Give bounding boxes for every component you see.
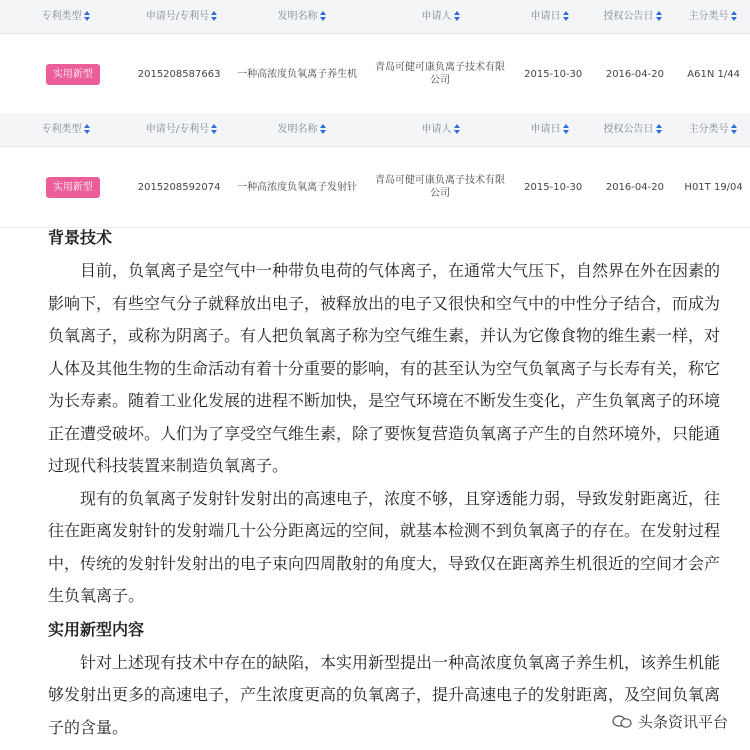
header-app-date[interactable]: 申请日 bbox=[510, 123, 590, 136]
cell-app-no[interactable]: 2015208592074 bbox=[137, 181, 221, 193]
cell-applicant: 青岛可健可康负离子技术有限公司 bbox=[374, 175, 505, 199]
patent-document-body bbox=[48, 221, 728, 744]
sort-arrows-icon[interactable] bbox=[84, 124, 91, 134]
sort-arrows-icon[interactable] bbox=[211, 11, 218, 21]
sort-arrows-icon[interactable] bbox=[320, 124, 327, 134]
watermark-text: 头条资讯平台 bbox=[637, 713, 728, 731]
section-heading-background: 背景技术 bbox=[48, 228, 113, 247]
sort-arrows-icon[interactable] bbox=[211, 124, 218, 134]
sort-arrows-icon[interactable] bbox=[84, 11, 91, 21]
sort-arrows-icon[interactable] bbox=[656, 11, 663, 21]
sort-arrows-icon[interactable] bbox=[563, 11, 570, 21]
table-row[interactable] bbox=[0, 147, 750, 228]
header-type[interactable]: 专利类型 bbox=[0, 10, 132, 23]
sort-arrows-icon[interactable] bbox=[656, 124, 663, 134]
cell-grant-date: 2016-04-20 bbox=[605, 68, 664, 80]
section-heading-content: 实用新型内容 bbox=[48, 619, 145, 639]
table-header bbox=[0, 0, 750, 34]
header-applicant[interactable]: 申请人 bbox=[372, 10, 510, 23]
sort-arrows-icon[interactable] bbox=[731, 11, 738, 21]
sort-arrows-icon[interactable] bbox=[454, 124, 461, 134]
cell-type bbox=[0, 177, 130, 198]
header-type[interactable]: 专利类型 bbox=[0, 123, 132, 136]
header-class-no[interactable]: 主分类号 bbox=[676, 123, 750, 136]
sort-arrows-icon[interactable] bbox=[320, 11, 327, 21]
patent-table-1 bbox=[0, 0, 750, 115]
paragraph: 现有的负氧离子发射针发射出的高速电子，浓度不够，且穿透能力弱，导致发射距离近，往往在距离发射针的发射端几十公分距离远的空间，就基本检测不到负氧离子的存在。在发射过程中，传统的发射针发射出的电子束向四周散射的角度大，导致仅在距离养生机很近的空间才会产生负氧离子。 bbox=[48, 488, 721, 605]
header-grant-date[interactable]: 授权公告日 bbox=[590, 123, 676, 136]
table-header bbox=[0, 113, 750, 147]
header-title[interactable]: 发明名称 bbox=[232, 123, 372, 136]
paragraph: 目前，负氧离子是空气中一种带负电荷的气体离子，在通常大气压下，自然界在外在因素的影响下，有些空气分子就释放出电子，被释放出的电子又很快和空气中的中性分子结合，而成为负氧离子，或称为阴离子。有人把负氧离子称为空气维生素，并认为它像食物的维生素一样，对人体及其他生物的生命活动有着十分重要的影响，有的甚至认为空气负氧离子与长寿有关，称它为长寿素。随着工业化发展的进程不断加快，是空气环境在不断发生变化，产生负氧离子的环境正在遭受破坏。人们为了享受空气维生素，除了要恢复营造负氧离子产生的自然环境外，只能通过现代科技装置来制造负氧离子。 bbox=[48, 261, 721, 475]
sort-arrows-icon[interactable] bbox=[563, 124, 570, 134]
cell-title[interactable]: 一种高浓度负氧离子养生机 bbox=[237, 68, 358, 80]
sort-arrows-icon[interactable] bbox=[454, 11, 461, 21]
header-class-no[interactable]: 主分类号 bbox=[676, 10, 750, 23]
source-watermark bbox=[608, 709, 732, 734]
patent-type-badge[interactable]: 实用新型 bbox=[46, 177, 100, 198]
cell-class-no: A61N 1/44 bbox=[687, 68, 740, 80]
cell-app-no[interactable]: 2015208587663 bbox=[137, 68, 221, 80]
cell-title[interactable]: 一种高浓度负氧离子发射针 bbox=[237, 181, 358, 193]
table-row[interactable] bbox=[0, 34, 750, 115]
header-grant-date[interactable]: 授权公告日 bbox=[590, 10, 676, 23]
header-app-no[interactable]: 申请号/专利号 bbox=[132, 123, 232, 136]
cell-applicant: 青岛可健可康负离子技术有限公司 bbox=[374, 62, 505, 86]
header-app-date[interactable]: 申请日 bbox=[510, 10, 590, 23]
paragraph: 针对上述现有技术中存在的缺陷，本实用新型提出一种高浓度负氧离子养生机，该养生机能够发射出更多的高速电子，产生浓度更高的负氧离子，提升高速电子的发射距离，及空间负氧离子的含量。 bbox=[48, 652, 721, 737]
cell-app-date: 2015-10-30 bbox=[524, 181, 583, 193]
sort-arrows-icon[interactable] bbox=[731, 124, 738, 134]
cell-grant-date: 2016-04-20 bbox=[605, 181, 664, 193]
cell-class-no: H01T 19/04 bbox=[684, 181, 743, 193]
header-app-no[interactable]: 申请号/专利号 bbox=[132, 10, 232, 23]
header-title[interactable]: 发明名称 bbox=[232, 10, 372, 23]
speech-bubble-icon bbox=[612, 715, 632, 729]
patent-type-badge[interactable]: 实用新型 bbox=[46, 64, 100, 85]
cell-app-date: 2015-10-30 bbox=[524, 68, 583, 80]
cell-type bbox=[0, 64, 130, 85]
header-applicant[interactable]: 申请人 bbox=[372, 123, 510, 136]
patent-table-2 bbox=[0, 113, 750, 228]
